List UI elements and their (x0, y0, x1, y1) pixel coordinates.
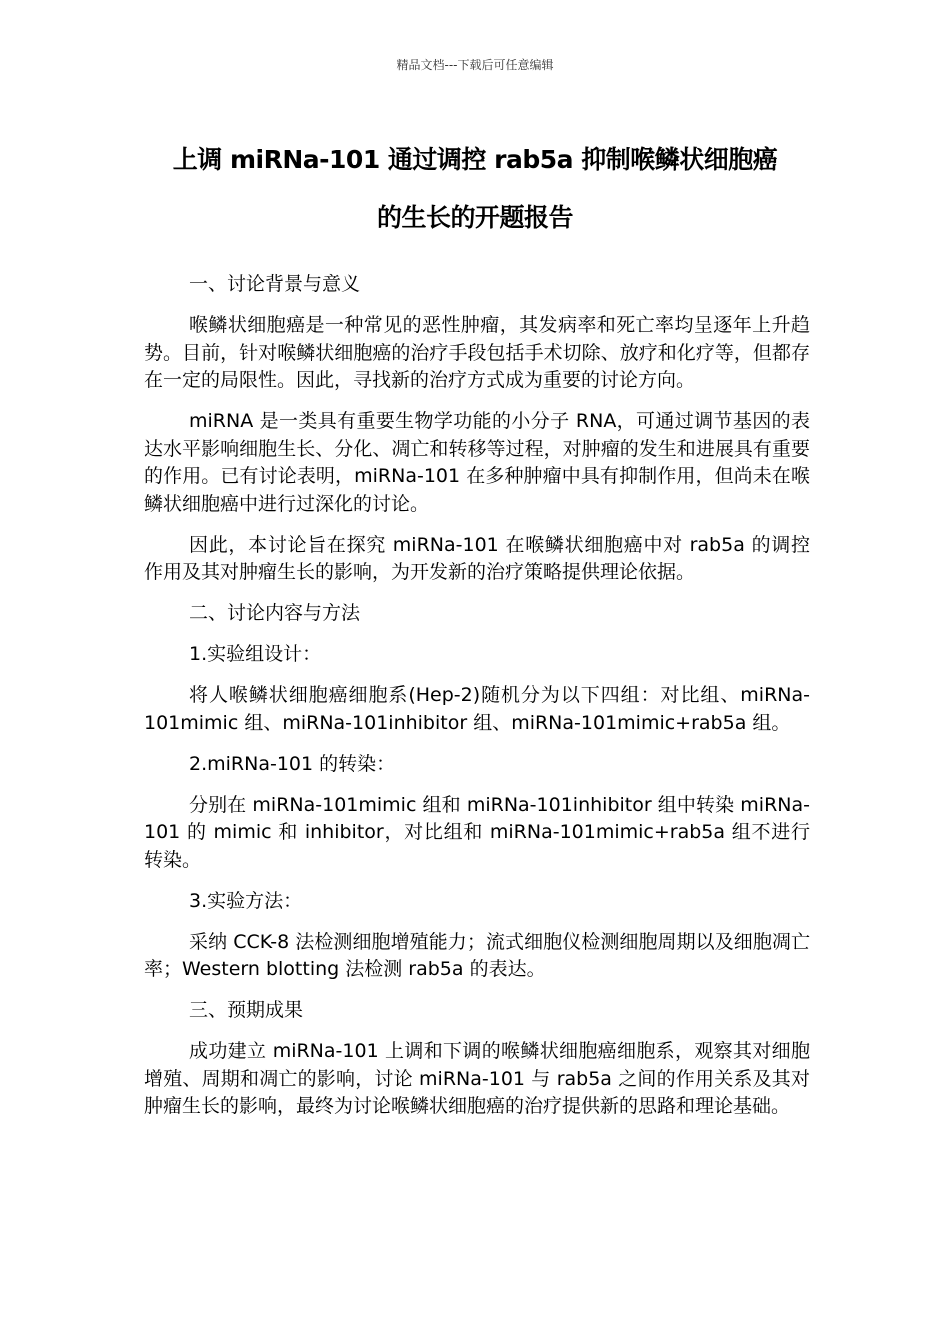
paragraph-methods: 采纳 CCK-8 法检测细胞增殖能力；流式细胞仪检测细胞周期以及细胞凋亡率；Western blotting 法检测 rab5a 的表达。 (144, 930, 810, 980)
paragraph-background-3: 因此，本讨论旨在探究 miRNa-101 在喉鳞状细胞癌中对 rab5a 的调控作用及其对肿瘤生长的影响，为开发新的治疗策略提供理论依据。 (144, 533, 810, 583)
header-note: 精品文档---下载后可任意编辑 (396, 58, 554, 72)
paragraph-background-2: miRNA 是一类具有重要生物学功能的小分子 RNA，可通过调节基因的表达水平影响细胞生长、分化、凋亡和转移等过程，对肿瘤的发生和进展具有重要的作用。已有讨论表明，miRNa-101 在多种肿瘤中具有抑制作用，但尚未在喉鳞状细胞癌中进行过深化的讨论。 (144, 410, 810, 515)
subheading-methods: 3.实验方法： (189, 889, 303, 912)
subheading-transfection: 2.miRNa-101 的转染： (189, 752, 396, 775)
paragraph-transfection: 分别在 miRNa-101mimic 组和 miRNa-101inhibitor 组中转染 miRNa-101 的 mimic 和 inhibitor，对比组和 miRNa-101mimic+rab5a 组不进行转染。 (144, 793, 810, 871)
paragraph-group-design: 将人喉鳞状细胞癌细胞系(Hep-2)随机分为以下四组：对比组、miRNa-101mimic 组、miRNa-101inhibitor 组、miRNa-101mimic+rab5a 组。 (144, 684, 810, 734)
subheading-group-design: 1.实验组设计： (189, 643, 322, 665)
document-body (144, 271, 810, 1134)
section-heading-background: 一、讨论背景与意义 (189, 273, 361, 295)
title-line-1: 上调 miRNa-101 通过调控 rab5a 抑制喉鳞状细胞癌 (172, 145, 778, 174)
title-line-2: 的生长的开题报告 (376, 203, 573, 232)
section-heading-methods: 二、讨论内容与方法 (189, 602, 361, 624)
document-title (100, 131, 850, 247)
paragraph-background-1: 喉鳞状细胞癌是一种常见的恶性肿瘤，其发病率和死亡率均呈逐年上升趋势。目前，针对喉鳞状细胞癌的治疗手段包括手术切除、放疗和化疗等，但都存在一定的局限性。因此，寻找新的治疗方式成为重要的讨论方向。 (144, 314, 810, 391)
paragraph-expected-results: 成功建立 miRNa-101 上调和下调的喉鳞状细胞癌细胞系，观察其对细胞增殖、周期和凋亡的影响，讨论 miRNa-101 与 rab5a 之间的作用关系及其对肿瘤生长的影响，最终为讨论喉鳞状细胞癌的治疗提供新的思路和理论基础。 (144, 1040, 810, 1117)
section-heading-expected-results: 三、预期成果 (189, 999, 304, 1021)
